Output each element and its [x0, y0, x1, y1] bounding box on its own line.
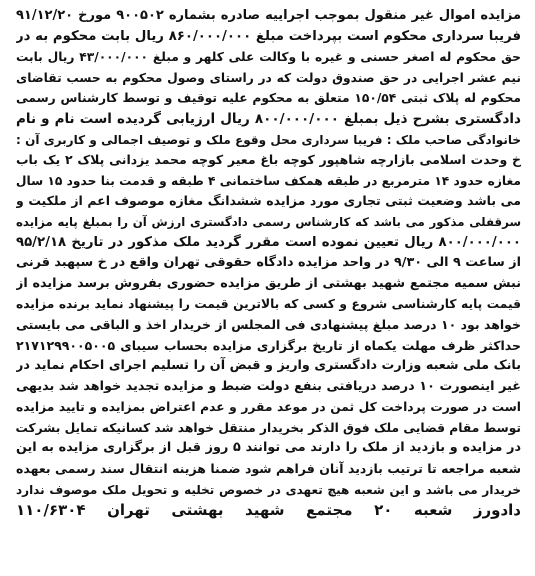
notice-line: حق محکوم له اصغر حسنی و غیره با وکالت علی کلهر و مبلغ ۴۳/۰۰۰/۰۰۰ ریال بابت — [16, 50, 521, 65]
notice-line: نبش سمیه مجتمع شهید بهشتی از طریق مزایده حضوری بفروش برسد مزایده از — [16, 275, 521, 291]
notice-line: مزایده اموال غیر منقول بموجب اجراییه صادره بشماره ۹۰۰۵۰۲ مورخ ۹۱/۱۲/۲۰ — [16, 8, 521, 23]
notice-line: نیم عشر اجرایی در حق صندوق دولت که در راستای وصول محکوم به حسب تقاضای — [16, 70, 521, 85]
notice-line: مغازه حدود ۱۴ مترمربع در طبقه همکف ساختمانی ۴ طبقه و قدمت بنا حدود ۱۵ سال — [16, 173, 521, 188]
notice-line: از ساعت ۹ الی ۹/۳۰ در واحد مزایده دادگاه حقوقی تهران واقع در خ سپهبد قرنی — [16, 255, 521, 271]
notice-line: ۸۰۰/۰۰۰/۰۰۰ ریال تعیین نموده است مقرر گردید ملک مذکور در تاریخ ۹۵/۲/۱۸ — [16, 234, 521, 250]
notice-line: بانک ملی شعبه وزارت دادگستری واریز و قبض آن را تسلیم اجرای احکام نماید در — [16, 358, 521, 374]
notice-line: فریبا سرداری محکوم است بپرداخت مبلغ ۸۶۰/۰۰۰/۰۰۰ ریال بابت محکوم به در — [16, 28, 521, 44]
notice-line: می باشد وضعیت ثبتی تجاری مورد مزایده ششدانگ مغازه موصوف اعم از ملکیت و — [16, 193, 521, 209]
notice-line: خانوادگی صاحب ملک : فریبا سرداری محل وقوع ملک و توصیف اجمالی و کاربری آن : — [16, 132, 521, 147]
notice-line: سرقفلی مذکور می باشد که کارشناس رسمی دادگستری ارزش آن را بمبلغ پایه مزایده — [16, 214, 521, 229]
notice-line: حداکثر ظرف مهلت یکماه از تاریخ برگزاری مزایده بحساب سیبای ۲۱۷۱۲۹۹۰۰۵۰۰۵ — [16, 337, 521, 353]
notice-line: محکوم له پلاک ثبتی ۱۵۰/۵۴ متعلق به محکوم علیه توقیف و توسط کارشناس رسمی — [16, 91, 521, 106]
notice-line: خریدار می باشد و این شعبه هیچ تعهدی در خصوص تخلیه و تحویل ملک موصوف ندارد — [16, 482, 521, 497]
notice-line: دادگستری بشرح ذیل بمبلغ ۸۰۰/۰۰۰/۰۰۰ ریال ارزیابی گردیده است نام و نام — [16, 110, 521, 127]
notice-signature-footer: دادورز شعبه ۲۰ مجتمع شهید بهشتی تهران ۱۱۰/۶۳۰۴ — [16, 501, 522, 520]
notice-line: در مزایده و بازدید از ملک را دارند می توانند ۵ روز قبل از برگزاری مزایده به این — [16, 440, 521, 456]
notice-line: خواهد بود ۱۰ درصد مبلغ پیشنهادی فی المجلس از خریدار اخذ و الباقی می بایستی — [16, 316, 521, 332]
notice-line: شعبه مراجعه تا ترتیب بازدید آنان فراهم شود ضمنا هزینه انتقال سند رسمی بعهده — [16, 461, 521, 477]
notice-line: توسط مقام قضایی ملک فوق الذکر بخریدار منتقل خواهد شد کسانیکه تمایل بشرکت — [16, 420, 521, 435]
notice-body — [16, 6, 521, 500]
notice-line: است در صورت پرداخت کل ثمن در موعد مقرر و عدم اعتراض بمزایده و تایید مزایده — [16, 400, 521, 415]
notice-line: خ وحدت اسلامی بازارچه شاهپور کوچه باغ معیر کوچه محمد یزدانی پلاک ۲ یک باب — [16, 152, 521, 168]
notice-line: غیر اینصورت ۱۰ درصد دریافتی بنفع دولت ضبط و مزایده تجدید خواهد شد بدیهی — [16, 378, 521, 394]
notice-line: قیمت پایه کارشناسی شروع و کسی که بالاترین قیمت را پیشنهاد نماید برنده مزایده — [16, 297, 521, 312]
